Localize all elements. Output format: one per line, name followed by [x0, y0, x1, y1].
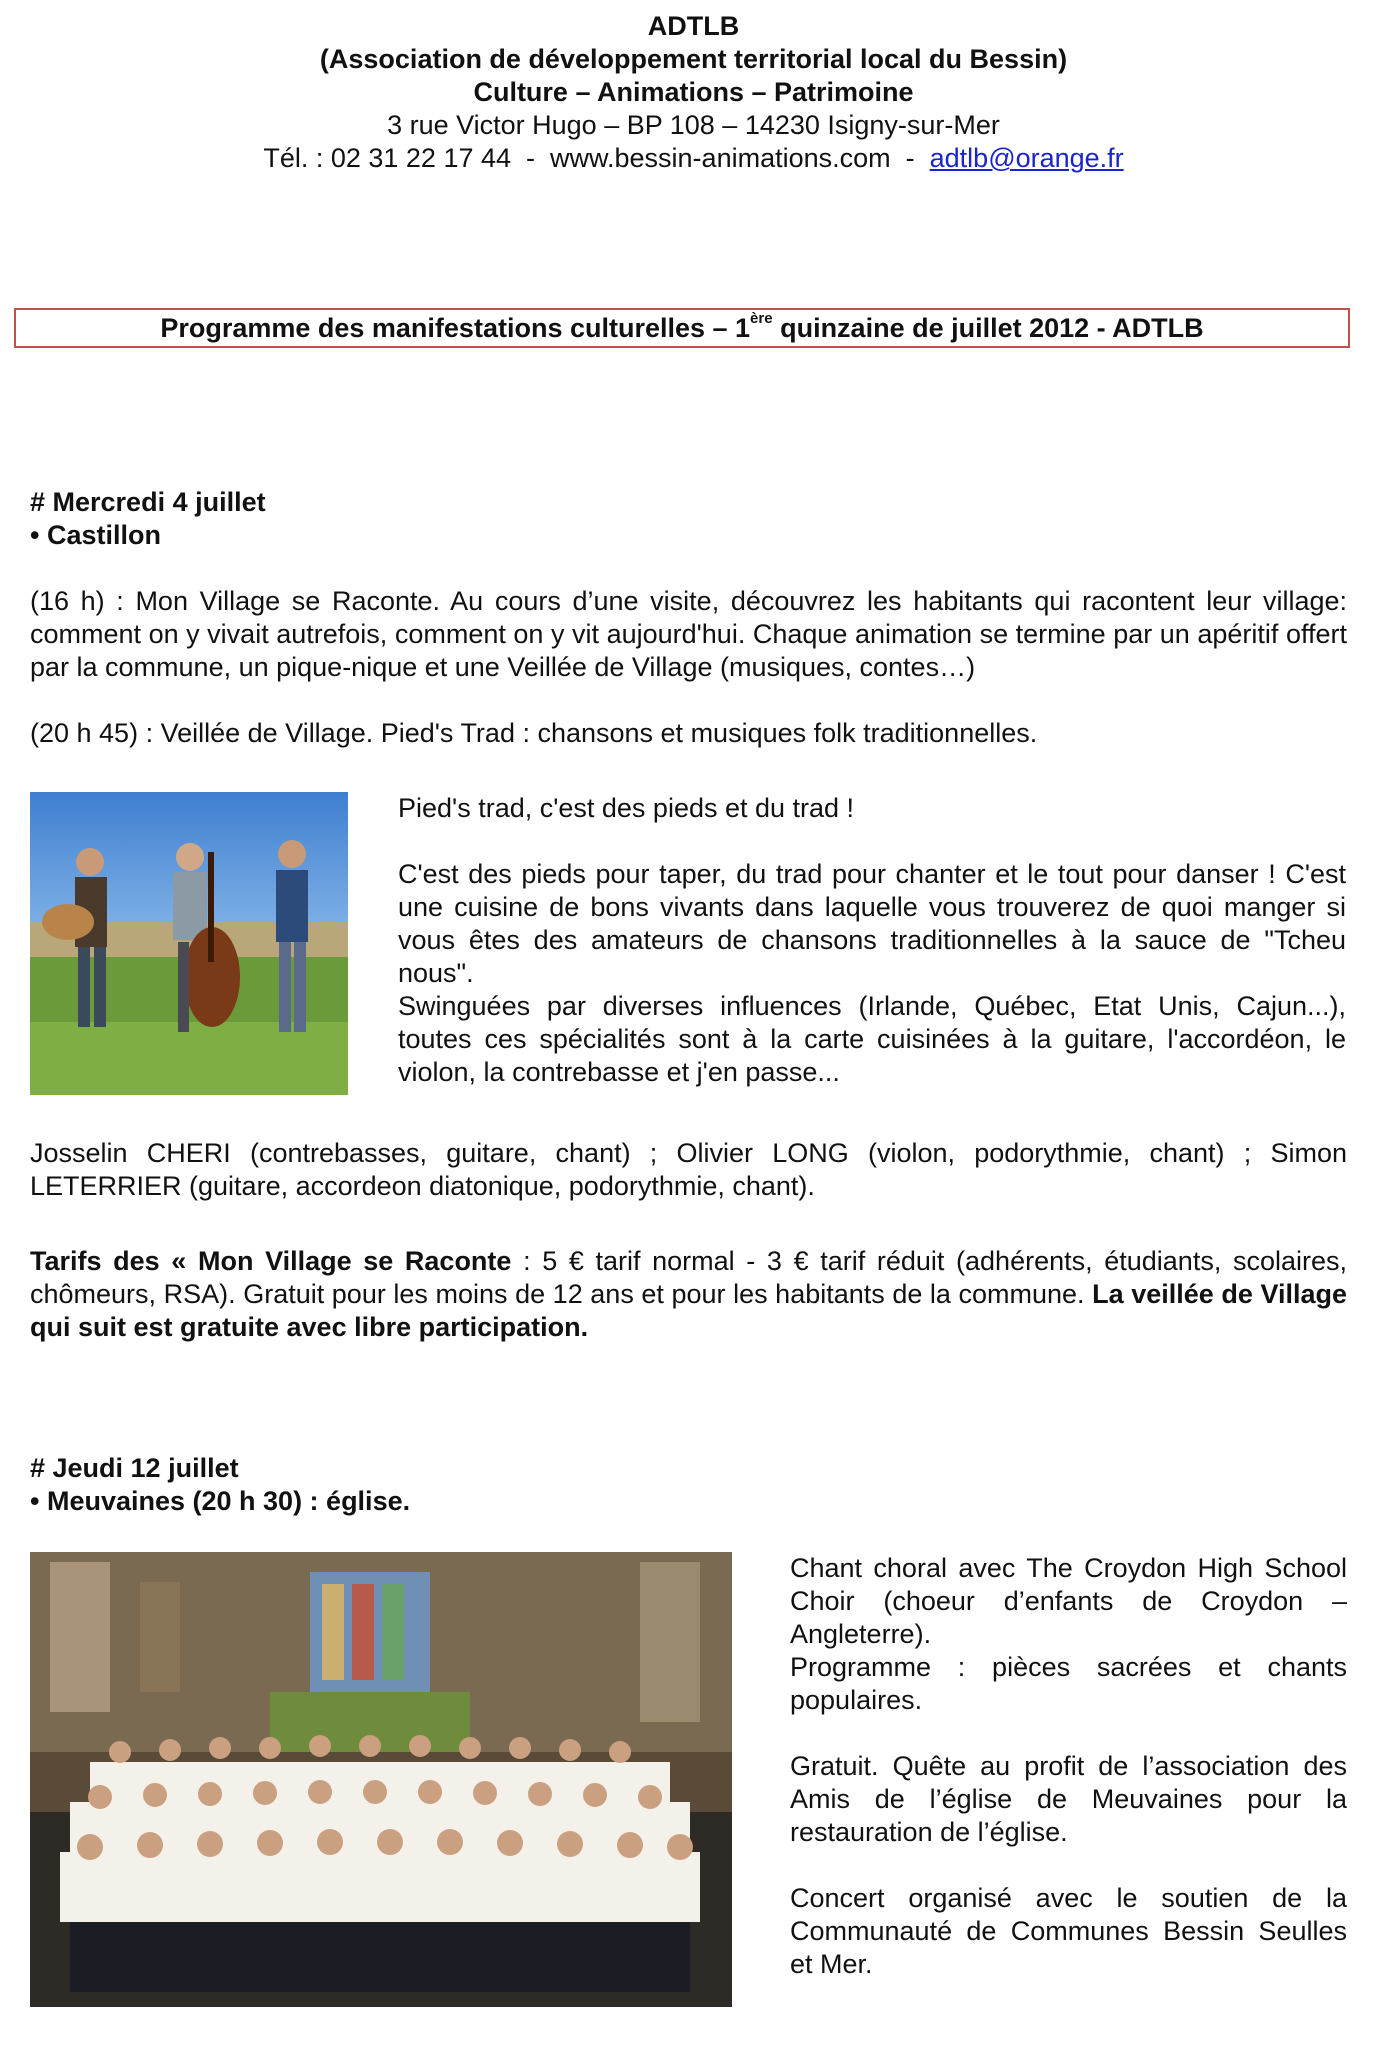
- event1-tarifs: [30, 1245, 1347, 1344]
- choir-desc-quete: Gratuit. Quête au profit de l’association des Amis de l’église de Meuvaines pour la restauration de l’église.: [790, 1751, 1347, 1847]
- org-fullname: (Association de développement territorial local du Bessin): [319, 44, 1068, 74]
- choir-description: [790, 1552, 1347, 1981]
- program-title: Programme des manifestations culturelles – 1ère quinzaine de juillet 2012 - ADTLB: [14, 308, 1350, 348]
- musicians-list: Josselin CHERI (contrebasses, guitare, chant) ; Olivier LONG (violon, podorythmie, chant) ; Simon LETERRIER (guitare, accordeon diatonique, podorythmie, chant).: [30, 1138, 1347, 1201]
- letterhead: [0, 10, 1387, 175]
- org-address: 3 rue Victor Hugo – BP 108 – 14230 Isigny-sur-Mer: [387, 110, 1000, 140]
- choir-desc-soutien: Concert organisé avec le soutien de la Communauté de Communes Bessin Seulles et Mer.: [790, 1883, 1347, 1979]
- band-desc-influences: Swinguées par diverses influences (Irlande, Québec, Etat Unis, Cajun...), toutes ces spécialités sont à la carte cuisinées à la guitare, l'accordéon, le violon, la contrebasse et j'en passe...: [398, 991, 1346, 1087]
- band-description: [398, 792, 1346, 1089]
- event1-program: (16 h) : Mon Village se Raconte. Au cours d’une visite, découvrez les habitants qui racontent leur village: comment on y vivait autrefois, comment on y vit aujourd'hui. Chaque animation se termine par un apéritif offert par la commune, un pique-nique et une Veillée de Village (musiques, contes…): [30, 586, 1347, 682]
- event2-place: • Meuvaines (20 h 30) : église.: [30, 1486, 411, 1516]
- tarifs-veillee-note: La veillée de Village qui suit est gratuite avec libre participation.: [30, 1279, 1347, 1342]
- tarifs-label: Tarifs des « Mon Village se Raconte: [30, 1246, 512, 1276]
- org-acronym: ADTLB: [647, 11, 740, 41]
- band-desc-cuisine: C'est des pieds pour taper, du trad pour chanter et le tout pour danser ! C'est une cuisine de bons vivants dans laquelle vous trouverez de quoi manger si vous êtes des amateurs de chansons traditionnelles à la sauce de "Tcheu nous".: [398, 859, 1346, 988]
- event1-date: # Mercredi 4 juillet: [30, 487, 266, 517]
- org-tagline: Culture – Animations – Patrimoine: [473, 77, 914, 107]
- choir-desc-intro: Chant choral avec The Croydon High School Choir (choeur d’enfants de Croydon – Angleterre).: [790, 1553, 1347, 1649]
- event2-date: # Jeudi 12 juillet: [30, 1453, 239, 1483]
- event1-place: • Castillon: [30, 520, 161, 550]
- band-desc-intro: Pied's trad, c'est des pieds et du trad !: [398, 793, 855, 823]
- org-contact: [0, 142, 1387, 175]
- choir-desc-programme: Programme : pièces sacrées et chants populaires.: [790, 1652, 1347, 1715]
- choir-photo: [30, 1552, 732, 2007]
- email-link[interactable]: adtlb@orange.fr: [929, 143, 1124, 173]
- tarifs-details: : 5 € tarif normal - 3 € tarif réduit (adhérents, étudiants, scolaires, chômeurs, RSA). Gratuit pour les moins de 12 ans et pour les habitants de la commune.: [30, 1246, 1347, 1309]
- contact-phone-web: Tél. : 02 31 22 17 44 - www.bessin-animations.com -: [263, 143, 930, 173]
- event1-veillee: (20 h 45) : Veillée de Village. Pied's Trad : chansons et musiques folk traditionnelles.: [30, 718, 1038, 748]
- band-photo: [30, 792, 348, 1095]
